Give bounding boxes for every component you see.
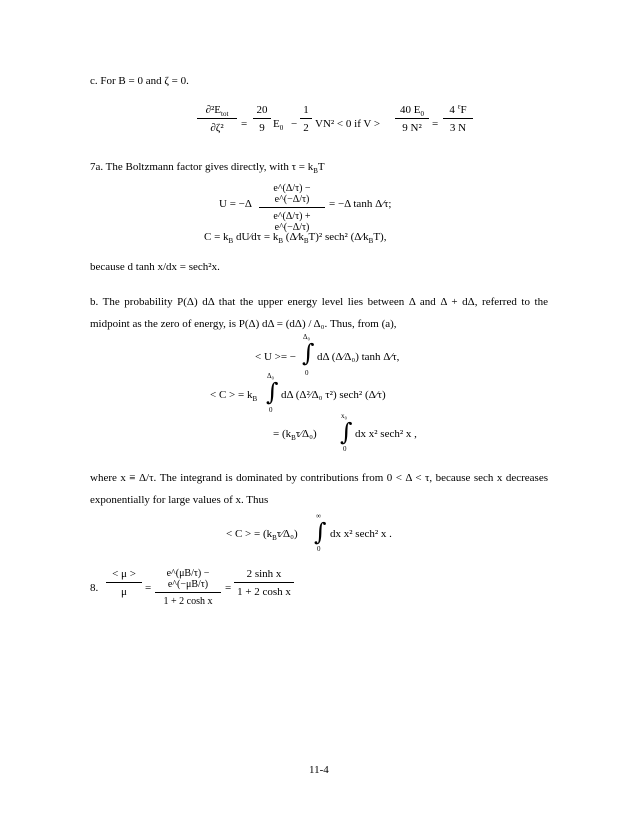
frac3: [395, 104, 429, 134]
frac3-den: 9 N²: [402, 122, 422, 134]
eq1-lhs: < U >= −: [255, 351, 297, 363]
frac3-num: 40 E: [400, 104, 421, 116]
eq2-lower: 0: [269, 406, 273, 414]
frac2-num: 1: [303, 104, 309, 116]
eq1-upper: Δ₀: [303, 333, 310, 341]
frac8-rhs: [234, 568, 294, 598]
frac3-num-sub: 0: [420, 110, 424, 119]
u-num: e^(Δ/τ) − e^(−Δ/τ): [273, 183, 311, 205]
intro-7a: 7a. The Boltzmann factor gives directly, with τ = k: [90, 161, 314, 173]
frac8-mid-num: e^(μB/τ) − e^(−μB/τ): [166, 568, 210, 590]
where-upper: ∞: [316, 512, 321, 520]
e0: E: [273, 118, 280, 130]
eq2-lhs: [210, 389, 258, 404]
eq-sign: =: [241, 118, 248, 130]
eq3-mid: τ⁄Δ₀): [295, 428, 317, 440]
eq1-integral: ∫: [302, 339, 315, 367]
c-eq-5: T),: [373, 231, 387, 243]
frac1: [253, 104, 271, 134]
page-number: 11-4: [309, 764, 329, 776]
eq2-body: dΔ (Δ²⁄Δ₀ τ²) sech² (Δ⁄τ): [281, 389, 386, 401]
c-eq-3: (Δ⁄k: [285, 231, 304, 243]
where-integral: ∫: [314, 518, 327, 546]
eq3-lhs: [273, 428, 317, 443]
frac-lhs: [197, 104, 237, 134]
lhs-den: ∂ζ²: [210, 122, 224, 134]
frac4-num-sup: ε: [457, 102, 461, 111]
c-eq-sub-3: B: [303, 237, 309, 246]
e0-term: [273, 118, 284, 133]
where-lhs: [226, 528, 298, 543]
lhs-num: ∂²E: [205, 104, 222, 116]
c-eq-4: T)² sech² (Δ⁄k: [308, 231, 369, 243]
eq2-upper: Δ₀: [267, 372, 274, 380]
u-den: e^(Δ/τ) + e^(−Δ/τ): [273, 211, 311, 233]
part-b-para: b. The probability P(Δ) dΔ that the upper energy level lies between Δ and Δ + dΔ, referred to the midpoint as the zero of energy, is P(Δ) dΔ = (dΔ) / Δ₀. Thus, from (a),: [90, 296, 548, 330]
frac1-den: 9: [259, 122, 265, 134]
part-8-label: 8.: [90, 582, 99, 594]
eq2-integral: ∫: [266, 378, 279, 406]
frac4: [443, 104, 473, 134]
frac8-lhs: [106, 568, 142, 598]
where-mid: τ⁄Δ₀): [276, 528, 298, 540]
eq2-lhs-text: < C > = k: [210, 389, 253, 401]
where-para: where x ≡ Δ/τ. The integrand is dominated by contributions from 0 < Δ < τ, because sech x decreases exponentially for large values of x. Thus: [90, 472, 548, 506]
frac8-lhs-num: < μ >: [112, 568, 136, 580]
eq8-sign-1: =: [145, 582, 152, 594]
e0-sub: 0: [279, 124, 284, 133]
frac2-den: 2: [303, 122, 309, 134]
eq2-lhs-sub: B: [252, 395, 258, 404]
frac8-rhs-num: 2 sinh x: [246, 568, 282, 580]
frac8-rhs-den: 1 + 2 cosh x: [237, 586, 291, 598]
u-rhs: = −Δ tanh Δ⁄τ;: [329, 198, 392, 210]
c-eq-2: dU⁄dτ = k: [235, 231, 279, 243]
frac8-lhs-den: μ: [121, 586, 127, 598]
c-eq-1: C = k: [204, 231, 229, 243]
eq1-body: dΔ (Δ⁄Δ₀) tanh Δ⁄τ,: [317, 351, 400, 363]
lhs-num-sub: tot: [221, 110, 229, 119]
because-line: because d tanh x/dx = sech²x.: [90, 261, 220, 273]
eq1-lower: 0: [305, 369, 309, 377]
frac4-den: 3 N: [449, 122, 467, 134]
equation-c-heat: [204, 231, 387, 246]
part-c-intro: c. For B = 0 and ζ = 0.: [90, 75, 189, 87]
where-body: dx x² sech² x .: [330, 528, 392, 540]
frac4-num: 4: [449, 104, 455, 116]
u-frac: [259, 183, 325, 233]
intro-7a-tail: T: [317, 161, 325, 173]
eq3-body: dx x² sech² x ,: [355, 428, 417, 440]
frac8-mid: [155, 568, 221, 607]
eq3-lower: 0: [343, 445, 347, 453]
eq3-upper: x₀: [341, 412, 347, 420]
frac2: [300, 104, 312, 134]
where-lhs-text: < C > = (k: [226, 528, 273, 540]
eq3-integral: ∫: [340, 418, 353, 446]
c-eq-sub-2: B: [278, 237, 284, 246]
u-lhs: U = −Δ: [219, 198, 252, 210]
vn-term: VN² < 0 if V >: [315, 118, 381, 130]
eq3-lhs-text: = (k: [273, 428, 292, 440]
eq-sign-2: =: [432, 118, 439, 130]
frac4-num-tail: F: [460, 104, 467, 116]
eq8-sign-2: =: [225, 582, 232, 594]
c-eq-sub-1: B: [228, 237, 234, 246]
minus-sign: −: [291, 118, 298, 130]
eq3-lhs-sub: B: [291, 434, 296, 443]
where-lhs-sub: B: [272, 534, 277, 543]
part-7a-intro: [90, 161, 325, 176]
c-eq-sub-4: B: [368, 237, 374, 246]
where-lower: 0: [317, 545, 321, 553]
intro-7a-sub: B: [313, 167, 318, 176]
frac8-mid-den: 1 + 2 cosh x: [163, 596, 213, 607]
frac1-num: 20: [256, 104, 268, 116]
